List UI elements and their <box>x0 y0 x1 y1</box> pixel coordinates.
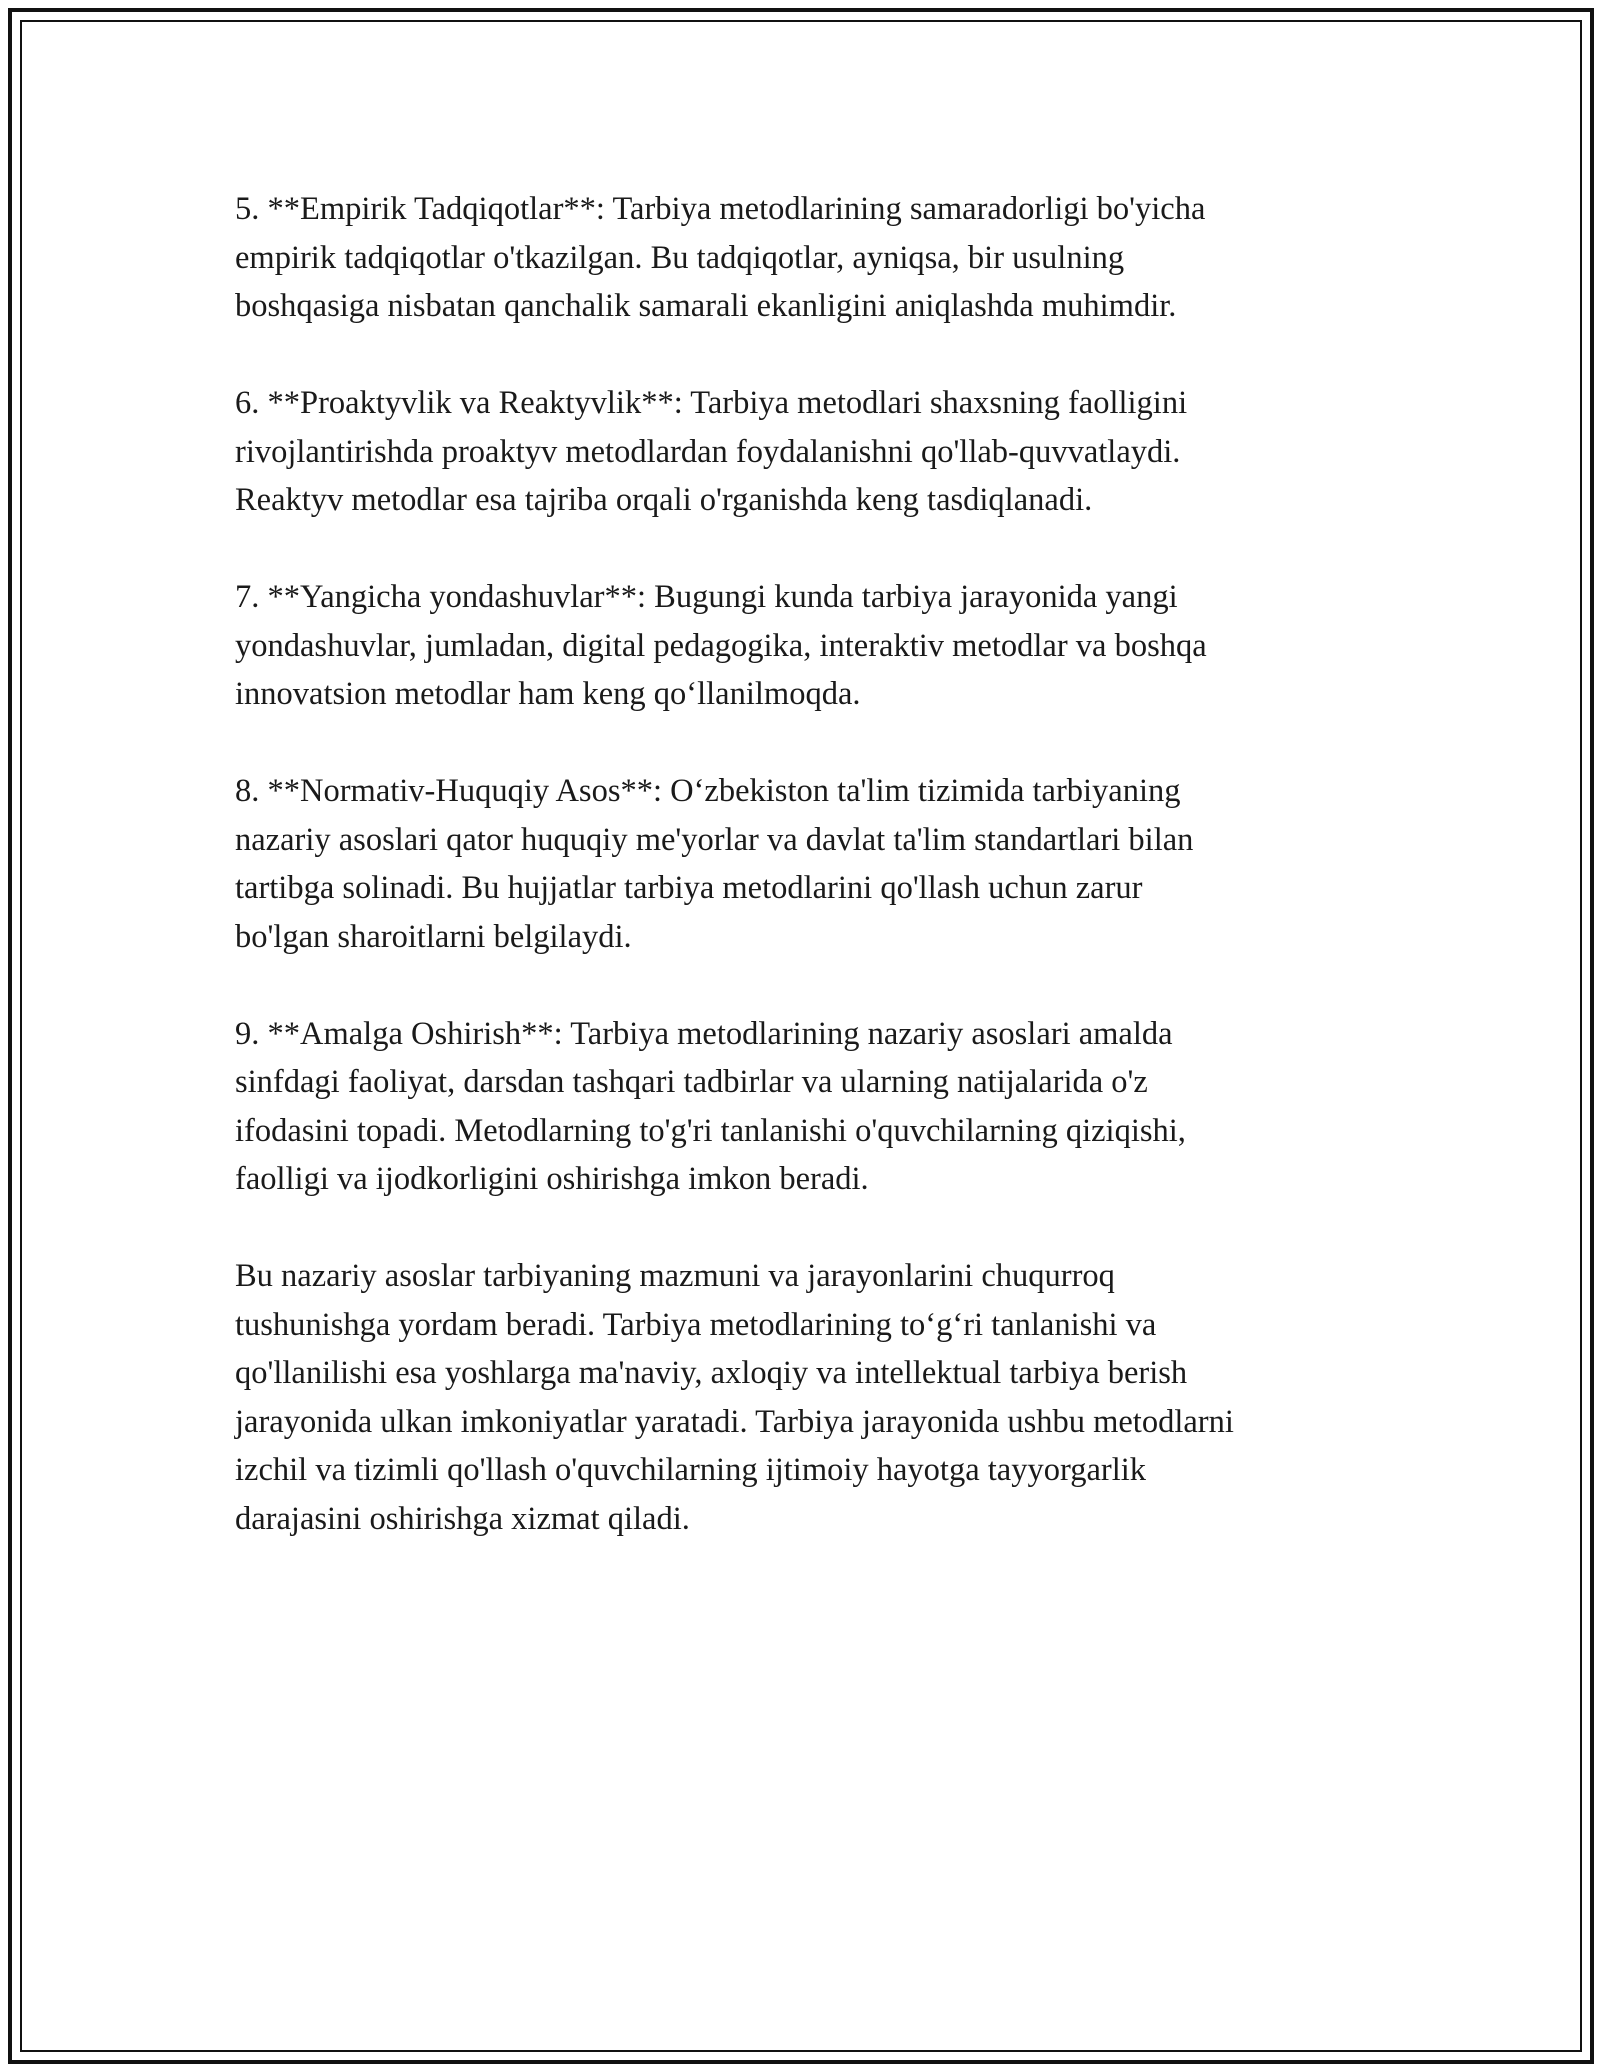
text-line: jarayonida ulkan imkoniyatlar yaratadi. Tarbiya jarayonida ushbu metodlarni <box>235 1403 1234 1440</box>
text-line: Reaktyv metodlar esa tajriba orqali o'rganishda keng tasdiqlanadi. <box>235 482 1093 518</box>
text-line: tushunishga yordam beradi. Tarbiya metodlarining to‘g‘ri tanlanishi va <box>235 1306 1157 1343</box>
text-line: faolligi va ijodkorligini oshirishga imkon beradi. <box>235 1161 869 1197</box>
text-line: tartibga solinadi. Bu hujjatlar tarbiya metodlarini qo'llash uchun zarur <box>235 870 1143 906</box>
paragraph-normativ-huquqiy <box>235 767 1385 961</box>
text-line: 6. **Proaktyvlik va Reaktyvlik**: Tarbiya metodlari shaxsning faolligini <box>235 385 1188 421</box>
paragraph-amalga-oshirish <box>235 1010 1385 1204</box>
text-line: qo'llanilishi esa yoshlarga ma'naviy, axloqiy va intellektual tarbiya berish <box>235 1355 1188 1391</box>
text-line: ifodasini topadi. Metodlarning to'g'ri tanlanishi o'quvchilarning qiziqishi, <box>235 1112 1186 1149</box>
text-line: 5. **Empirik Tadqiqotlar**: Tarbiya metodlarining samaradorligi bo'yicha <box>235 191 1206 227</box>
text-line: sinfdagi faoliyat, darsdan tashqari tadbirlar va ularning natijalarida o'z <box>235 1064 1148 1100</box>
paragraph-yangicha-yondashuvlar <box>235 573 1385 719</box>
text-line: Bu nazariy asoslar tarbiyaning mazmuni va jarayonlarini chuqurroq <box>235 1258 1115 1294</box>
text-line: innovatsion metodlar ham keng qo‘llanilmoqda. <box>235 676 861 712</box>
text-line: rivojlantirishda proaktyv metodlardan foydalanishni qo'llab-quvvatlaydi. <box>235 433 1181 470</box>
text-line: empirik tadqiqotlar o'tkazilgan. Bu tadqiqotlar, ayniqsa, bir usulning <box>235 239 1125 276</box>
text-line: darajasini oshirishga xizmat qiladi. <box>235 1500 690 1537</box>
text-line: 7. **Yangicha yondashuvlar**: Bugungi kunda tarbiya jarayonida yangi <box>235 579 1178 615</box>
text-line: nazariy asoslari qator huquqiy me'yorlar va davlat ta'lim standartlari bilan <box>235 821 1194 858</box>
text-line: yondashuvlar, jumladan, digital pedagogika, interaktiv metodlar va boshqa <box>235 627 1207 664</box>
paragraph-empirik-tadqiqotlar <box>235 185 1385 331</box>
text-line: 8. **Normativ-Huquqiy Asos**: O‘zbekiston ta'lim tizimida tarbiyaning <box>235 773 1181 809</box>
paragraph-conclusion <box>235 1252 1385 1543</box>
document-body <box>235 185 1385 1592</box>
text-line: boshqasiga nisbatan qanchalik samarali ekanligini aniqlashda muhimdir. <box>235 288 1177 324</box>
text-line: 9. **Amalga Oshirish**: Tarbiya metodlarining nazariy asoslari amalda <box>235 1015 1173 1052</box>
paragraph-proaktyvlik <box>235 379 1385 525</box>
text-line: izchil va tizimli qo'llash o'quvchilarning ijtimoiy hayotga tayyorgarlik <box>235 1452 1146 1488</box>
text-line: bo'lgan sharoitlarni belgilaydi. <box>235 918 632 955</box>
